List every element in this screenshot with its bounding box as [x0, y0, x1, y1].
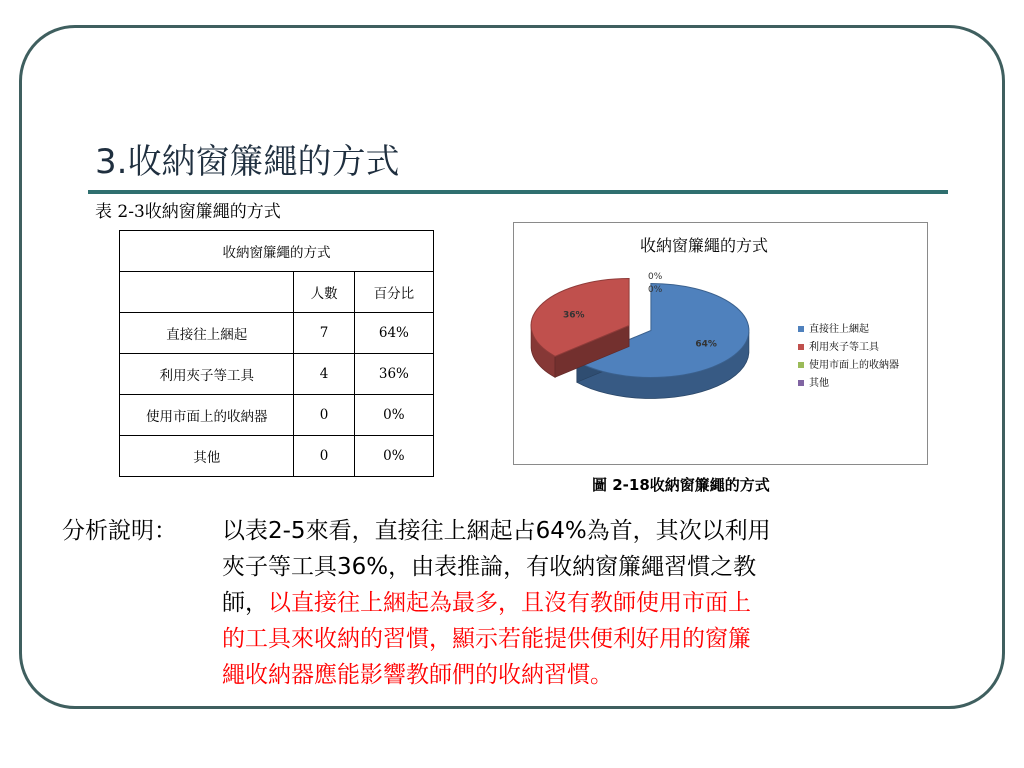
- table-cell-percent: 64%: [354, 313, 433, 354]
- table-cell-count: 0: [294, 436, 354, 477]
- table-cell-method: 直接往上綑起: [120, 313, 294, 354]
- analysis-text: 夾子等工具36%，由表推論，有收納窗簾繩習慣之教: [222, 554, 757, 580]
- analysis-highlight-text: 的工具來收納的習慣，顯示若能提供便利好用的窗簾: [222, 626, 751, 652]
- table-cell-percent: 36%: [354, 354, 433, 395]
- table-row: [120, 313, 434, 354]
- table-cell-method: 使用市面上的收納器: [120, 395, 294, 436]
- pie-data-label: 0%: [648, 285, 663, 295]
- legend-label: 其他: [809, 378, 829, 389]
- column-header-empty: [120, 272, 294, 313]
- table-cell-count: 7: [294, 313, 354, 354]
- analysis-line: [222, 657, 964, 693]
- table-cell-percent: 0%: [354, 436, 433, 477]
- analysis-highlight-text: 繩收納器應能影響教師們的收納習慣。: [222, 662, 613, 688]
- legend-label: 使用市面上的收納器: [809, 360, 899, 371]
- analysis-text: 師，: [222, 590, 268, 616]
- column-header-percent: 百分比: [354, 272, 433, 313]
- table-row: [120, 395, 434, 436]
- legend-label: 利用夾子等工具: [809, 342, 879, 353]
- pie-data-label: 0%: [648, 272, 663, 282]
- table-header-row: [120, 231, 434, 272]
- table-cell-method: 利用夾子等工具: [120, 354, 294, 395]
- figure-caption: 圖 2-18收納窗簾繩的方式: [592, 476, 770, 494]
- analysis-body: [222, 513, 964, 693]
- analysis-label: 分析說明：: [62, 518, 177, 544]
- pie-data-label: 64%: [695, 339, 717, 350]
- table-row: [120, 354, 434, 395]
- legend-label: 直接往上綑起: [809, 324, 869, 335]
- table-cell-percent: 0%: [354, 395, 433, 436]
- data-table: [119, 230, 434, 477]
- column-header-count: 人數: [294, 272, 354, 313]
- table-caption: 表 2-3收納窗簾繩的方式: [95, 202, 281, 222]
- slide-title: 3.收納窗簾繩的方式: [95, 142, 400, 182]
- table-cell-method: 其他: [120, 436, 294, 477]
- analysis-line: [222, 513, 964, 549]
- analysis-line: [222, 621, 964, 657]
- analysis-line: [222, 585, 964, 621]
- legend-swatch: [798, 326, 804, 332]
- analysis-line: [222, 549, 964, 585]
- legend-swatch: [798, 362, 804, 368]
- table-header-cell: 收納窗簾繩的方式: [120, 231, 434, 272]
- legend-swatch: [798, 380, 804, 386]
- pie-data-label: 36%: [563, 310, 585, 321]
- legend-swatch: [798, 344, 804, 350]
- analysis-highlight-text: 以直接往上綑起為最多，且沒有教師使用市面上: [268, 590, 751, 616]
- table-cell-count: 4: [294, 354, 354, 395]
- chart-title: 收納窗簾繩的方式: [639, 236, 769, 255]
- table-cell-count: 0: [294, 395, 354, 436]
- pie-chart-svg: [514, 223, 927, 464]
- pie-chart: [513, 222, 928, 465]
- table-row: [120, 436, 434, 477]
- title-divider: [88, 190, 948, 194]
- table-column-row: [120, 272, 434, 313]
- analysis-text: 以表2-5來看，直接往上綑起占64%為首，其次以利用: [222, 518, 771, 544]
